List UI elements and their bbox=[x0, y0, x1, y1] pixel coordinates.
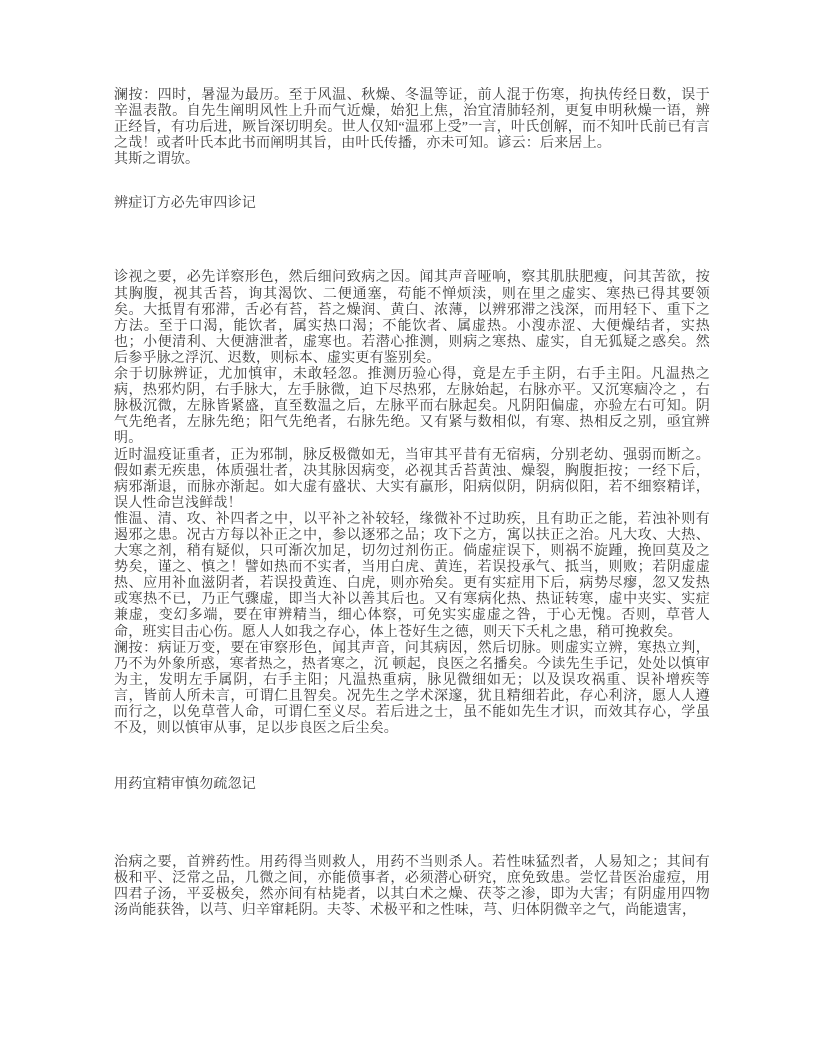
section-heading-medication-care: 用药宜精审慎勿疏忽记 bbox=[114, 777, 256, 793]
paragraph-four-methods: 惟温、清、攻、补四者之中，以平补之补较轻，缘微补不过助疾，且有助正之能，若浊补则有遏邪之患。况古方每以补正之中，参以逐邪之品；攻下之方，寓以扶正之治。凡大攻、大热、大寒之剂，稍有疑似，只可渐次加足，切勿过剂伤正。倘虚症误下，则祸不旋踵，挽回莫及之势矣，谨之、慎之！譬如热而不实者，当用白虎、黄连，若误投承气、抵当，则败；若阴虚虚热、应用补血滋阴者，若误投黄连、白虎，则亦殆矣。更有实症用下后，病势尽瘳，忽又发热或寒热不已，乃正气骤虚，即当大补以善其后也。又有寒病化热、热证转寒，虚中夹实、实症兼虚，变幻多端，要在审辨精当，细心体察，可免实实虚虚之咎，于心无愧。否则，草菅人命，班实目击心伤。愿人人如我之存心，体上苍好生之德，则天下夭札之患，稍可挽救矣。 bbox=[114, 511, 710, 640]
paragraph-lan-an-myriad-changes: 澜按：病证万变，要在审察形色，闻其声音，问其病因，然后切脉。则虚实立辨，寒热立判，乃不为外象所惑，寒者热之，热者寒之，沉 顿起，良医之名播矣。今读先生手记，处处以慎审为主，发明左手属阴，右手主阳；凡温热重病，脉见微细如无；以及误攻祸重、误补增疾等言，皆前人所未言，可谓仁且智矣。况先生之学术深邃，犹且精细若此，存心利济，愿人人遵而行之，以免草菅人命，可谓仁至义尽。若后进之士，虽不能如先生才识，而效其存心，学虽不及，则以慎审从事，足以步良医之后尘矣。 bbox=[114, 640, 710, 737]
section-heading-four-diagnostics: 辨症订方必先审四诊记 bbox=[114, 196, 256, 212]
paragraph-diagnosis-essentials: 诊视之要，必先详察形色，然后细问致病之因。闻其声音哑响，察其肌肤肥瘦，问其苦欲，按其胸腹，视其舌苔，询其渴饮、二便通塞，苟能不惮烦渎，则在里之虚实、寒热已得其要领矣。大抵胃有邪滞，舌必有苔，苔之燥润、黄白、浓薄，以辨邪滞之浅深，而用轻下、重下之方法。至于口渴，能饮者，属实热口渴；不能饮者、属虚热。小溲赤涩、大便燥结者，实热也；小便清利、大便溏泄者，虚寒也。若潜心推测，则病之寒热、虚实，自无狐疑之惑矣。然后参乎脉之浮沉、迟数，则标本、虚实更有鉴别矣。 bbox=[114, 270, 710, 366]
paragraph-epidemic-cases: 近时温疫证重者，正为邪制，脉反极微如无，当审其平昔有无宿病，分别老幼、强弱而断之。假如素无疾患，体质强壮者，决其脉因病变，必视其舌苔黄浊、燥裂，胸腹拒按；一经下后，病邪渐退，而脉亦渐起。如大虚有盛状、大实有羸形，阳病似阴，阴病似阳，若不细察精详，误人性命岂浅鲜哉！ bbox=[114, 447, 710, 511]
paragraph-closing-remark: 其斯之谓欤。 bbox=[114, 152, 200, 168]
document-body bbox=[114, 88, 710, 920]
paragraph-lan-an-seasons: 澜按：四时，暑湿为最历。至于风温、秋燥、冬温等证，前人混于伤寒，拘执传经日数，误于辛温表散。自先生阐明风性上升而气近燥，始犯上焦，治宜清肺轻剂，更复申明秋燥一语，辨正经旨，有功后进，厥旨深切明矣。世人仅知“温邪上受”一言，叶氏创解，而不知叶氏前已有言之哉！或者叶氏本此书而阐明其旨，由叶氏传播，亦未可知。谚云：后来居上。 bbox=[114, 88, 710, 152]
paragraph-drug-properties: 治病之要，首辨药性。用药得当则救人，用药不当则杀人。若性味猛烈者，人易知之；其间有极和平、泛常之品，几微之间，亦能偾事者，必须潜心研究，庶免致患。尝忆昔医治虚痘，用四君子汤，平妥极矣，然亦间有枯毙者，以其白术之燥、茯苓之渗，即为大害；有阴虚用四物汤尚能获咎，以芎、归辛窜耗阴。夫苓、术极平和之性味，芎、归体阴微辛之气，尚能遗害， bbox=[114, 855, 710, 919]
paragraph-pulse-differentiation: 余于切脉辨证，尤加慎审，未敢轻忽。推测历验心得，竟是左手主阴，右手主阳。凡温热之病，热邪灼阴，右手脉大，左手脉微，迫下尽热邪，左脉始起，右脉亦平。又沉寒痼冷之 ，右脉极沉微，左脉皆紧盛，直至数温之后，左脉平而右脉起矣。凡阴阳偏虚，亦验左右可知。阴气先绝者，左脉先绝；阳气先绝者，右脉先绝。又有紧与数相似，有寒、热相反之别，亟宜辨明。 bbox=[114, 367, 710, 447]
